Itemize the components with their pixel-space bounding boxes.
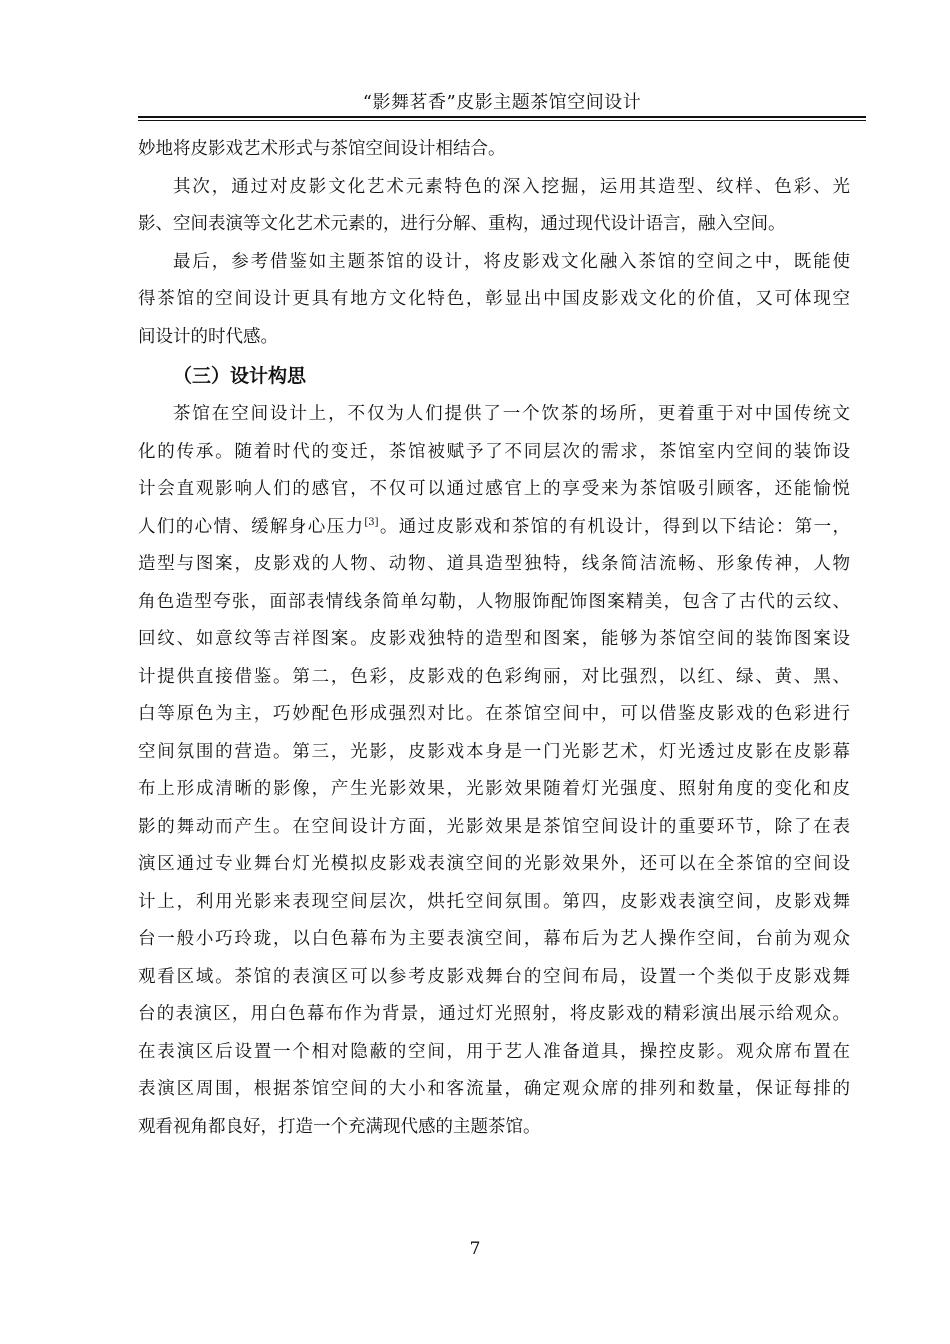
text-line: 观看区域。茶馆的表演区可以参考皮影戏舞台的空间布局，设置一个类似于皮影戏舞 xyxy=(138,966,850,987)
text-line: 角色造型夸张，面部表情线条简单勾勒，人物服饰配饰图案精美，包含了古代的云纹、 xyxy=(138,591,850,612)
text-line: 最后，参考借鉴如主题茶馆的设计，将皮影戏文化融入茶馆的空间之中，既能使 xyxy=(173,251,850,272)
text-line: 回纹、如意纹等吉祥图案。皮影戏独特的造型和图案，能够为茶馆空间的装饰图案设 xyxy=(138,629,850,649)
text-line: 影、空间表演等文化艺术元素的，进行分解、重构，通过现代设计语言，融入空间。 xyxy=(138,214,786,234)
text-line: 布上形成清晰的影像，产生光影效果，光影效果随着灯光强度、照射角度的变化和皮 xyxy=(138,779,850,799)
text-line: 在表演区后设置一个相对隐蔽的空间，用于艺人准备道具，操控皮影。观众席布置在 xyxy=(138,1041,850,1062)
text-line: 妙地将皮影戏艺术形式与茶馆空间设计相结合。 xyxy=(138,139,506,159)
header-title: “影舞茗香”皮影主题茶馆空间设计 xyxy=(362,92,642,113)
text-line: 表演区周围，根据茶馆空间的大小和客流量，确定观众席的排列和数量，保证每排的 xyxy=(138,1079,850,1099)
text-line: 台一般小巧玲珑，以白色幕布为主要表演空间，幕布后为艺人操作空间，台前为观众 xyxy=(138,929,850,949)
header-rule-thin xyxy=(138,120,866,121)
text-line: 造型与图案，皮影戏的人物、动物、道具造型独特，线条简洁流畅、形象传神，人物 xyxy=(138,554,850,574)
citation-marker: [3] xyxy=(364,516,379,528)
text-line: 空间氛围的营造。第三，光影，皮影戏本身是一门光影艺术，灯光透过皮影在皮影幕 xyxy=(138,741,850,762)
text-line: 间设计的时代感。 xyxy=(138,326,278,347)
text-segment: 。通过皮影戏和茶馆的有机设计，得到以下结论：第一， xyxy=(378,516,851,537)
text-line: 计上，利用光影来表现空间层次，烘托空间氛围。第四，皮影戏表演空间，皮影戏舞 xyxy=(138,891,850,912)
text-line: 台的表演区，用白色幕布作为背景，通过灯光照射，将皮影戏的精彩演出展示给观众。 xyxy=(138,1004,850,1024)
text-segment: 人们的心情、缓解身心压力 xyxy=(138,516,365,537)
page-number: 7 xyxy=(469,1239,481,1259)
text-line: 化的传承。随着时代的变迁，茶馆被赋予了不同层次的需求，茶馆室内空间的装饰设 xyxy=(138,441,850,462)
text-line: 计会直观影响人们的感官，不仅可以通过感官上的享受来为茶馆吸引顾客，还能愉悦 xyxy=(138,479,850,499)
text-line: 得茶馆的空间设计更具有地方文化特色，彰显出中国皮影戏文化的价值，又可体现空 xyxy=(138,289,850,309)
text-line: 观看视角都良好，打造一个充满现代感的主题茶馆。 xyxy=(138,1116,541,1137)
text-line: 茶馆在空间设计上，不仅为人们提供了一个饮茶的场所，更着重于对中国传统文 xyxy=(173,404,850,424)
body-text xyxy=(138,131,850,1146)
text-line: 其次，通过对皮影文化艺术元素特色的深入挖掘，运用其造型、纹样、色彩、光 xyxy=(173,176,850,197)
header-rule-thick xyxy=(138,116,866,118)
text-line: 计提供直接借鉴。第二，色彩，皮影戏的色彩绚丽，对比强烈，以红、绿、黄、黑、 xyxy=(138,666,850,687)
page-header xyxy=(138,82,866,122)
text-line: 演区通过专业舞台灯光模拟皮影戏表演空间的光影效果外，还可以在全茶馆的空间设 xyxy=(138,854,850,874)
section-heading: （三）设计构思 xyxy=(173,365,307,387)
text-line-with-citation xyxy=(138,509,850,547)
text-line: 白等原色为主，巧妙配色形成强烈对比。在茶馆空间中，可以借鉴皮影戏的色彩进行 xyxy=(138,704,850,724)
text-line: 影的舞动而产生。在空间设计方面，光影效果是茶馆空间设计的重要环节，除了在表 xyxy=(138,816,850,837)
